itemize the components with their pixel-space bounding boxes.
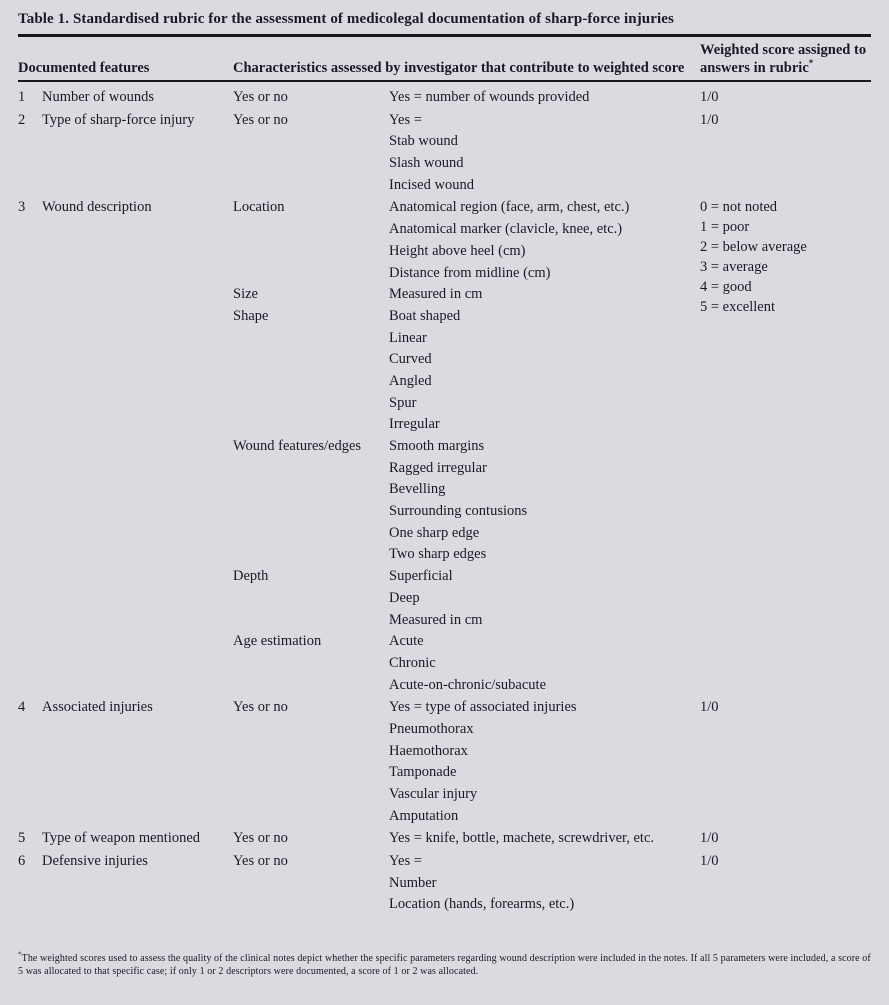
documented-feature-label: Defensive injuries: [42, 853, 148, 870]
characteristic-category-label: Wound features/edges: [233, 438, 362, 454]
characteristic-category: [233, 631, 389, 696]
weighted-score-cell: [700, 697, 871, 827]
documented-feature-label: Wound description: [42, 199, 152, 216]
table-row: [18, 828, 871, 850]
characteristic-group: [233, 110, 700, 197]
weighted-score-cell: [700, 110, 871, 197]
characteristic-details: [389, 110, 700, 197]
table-body: [18, 82, 871, 916]
row-number-cell: [18, 87, 42, 109]
row-number: 2: [18, 111, 26, 128]
characteristic-detail: Slash wound: [389, 155, 464, 172]
row-number-cell: [18, 828, 42, 850]
weighted-score-cell: [700, 197, 871, 696]
characteristic-detail: Stab wound: [389, 133, 458, 150]
header-weighted-score: [700, 41, 871, 77]
characteristic-category: [233, 197, 389, 284]
characteristic-detail: Deep: [389, 589, 420, 606]
table-row: [18, 87, 871, 109]
characteristic-detail: Acute-on-chronic/subacute: [389, 676, 547, 693]
characteristic-detail: Location (hands, forearms, etc.): [389, 896, 575, 913]
characteristic-group: [233, 697, 700, 827]
documented-feature-cell: [42, 87, 233, 109]
characteristic-detail: Number: [389, 874, 437, 891]
weighted-score-value: 1/0: [700, 111, 719, 128]
characteristic-detail: Haemothorax: [389, 742, 468, 759]
header-weighted-score-line2-text: answers in rubric: [700, 60, 809, 76]
characteristic-detail: Bevelling: [389, 481, 446, 498]
characteristic-category-label: Yes or no: [233, 830, 288, 847]
row-number-cell: [18, 851, 42, 916]
characteristic-category-label: Yes or no: [233, 89, 288, 105]
characteristics-cell: [233, 697, 700, 827]
table-header: [18, 37, 871, 80]
characteristic-category: [233, 436, 389, 566]
characteristics-cell: [233, 110, 700, 197]
characteristic-group: [233, 851, 700, 916]
characteristic-details: [389, 697, 700, 827]
documented-feature-label: Type of weapon mentioned: [42, 830, 201, 847]
characteristic-detail: Height above heel (cm): [389, 242, 526, 259]
characteristic-group: [233, 631, 700, 696]
characteristic-detail: Vascular injury: [389, 786, 478, 802]
documented-feature-cell: [42, 697, 233, 827]
footnote-marker: *: [18, 950, 22, 959]
row-number: 6: [18, 853, 26, 870]
characteristic-detail: Amputation: [389, 807, 459, 824]
characteristic-category-label: Age estimation: [233, 633, 322, 650]
table-row: [18, 197, 871, 696]
weighted-score-value: 1/0: [700, 830, 719, 847]
characteristic-details: [389, 851, 700, 916]
characteristic-detail: Angled: [389, 372, 432, 389]
characteristic-group: [233, 284, 700, 306]
characteristic-detail: Irregular: [389, 416, 440, 433]
documented-feature-cell: [42, 197, 233, 696]
characteristic-detail: Surrounding contusions: [389, 503, 528, 520]
row-number: 4: [18, 699, 26, 716]
weighted-score-value: 0 = not noted: [700, 199, 778, 216]
weighted-score-value: 1/0: [700, 853, 719, 870]
characteristic-category-label: Depth: [233, 568, 269, 585]
documented-feature-cell: [42, 851, 233, 916]
documented-feature-label: Number of wounds: [42, 89, 154, 105]
characteristic-details: [389, 436, 700, 566]
characteristic-group: [233, 87, 700, 109]
row-number-cell: [18, 697, 42, 827]
characteristic-details: [389, 566, 700, 631]
characteristic-category: [233, 87, 389, 109]
characteristic-category-label: Shape: [233, 307, 269, 324]
documented-feature-cell: [42, 110, 233, 197]
table-row: [18, 851, 871, 916]
characteristic-category-label: Size: [233, 286, 258, 303]
characteristic-detail: Anatomical marker (clavicle, knee, etc.): [389, 221, 623, 238]
characteristic-group: [233, 197, 700, 284]
characteristic-category: [233, 284, 389, 306]
weighted-score-value: 2 = below average: [700, 239, 807, 256]
header-characteristics-label: Characteristics assessed by investigator that contribute to weighted score: [233, 60, 685, 76]
characteristic-category: [233, 306, 389, 436]
documented-feature-cell: [42, 828, 233, 850]
characteristic-detail: Smooth margins: [389, 438, 485, 454]
weighted-score-value: 5 = excellent: [700, 299, 776, 316]
weighted-score-cell: [700, 828, 871, 850]
characteristic-group: [233, 828, 700, 850]
characteristics-cell: [233, 87, 700, 109]
characteristic-detail: Tamponade: [389, 764, 457, 781]
characteristic-detail: Ragged irregular: [389, 459, 487, 476]
table-footnote: [18, 950, 871, 978]
characteristic-detail: Yes = number of wounds provided: [389, 89, 590, 105]
characteristic-category-label: Yes or no: [233, 699, 288, 716]
documented-feature-label: Type of sharp-force injury: [42, 111, 195, 128]
characteristic-detail: Yes = knife, bottle, machete, screwdriver, etc.: [389, 830, 655, 847]
characteristic-group: [233, 306, 700, 436]
characteristic-detail: Yes =: [389, 111, 422, 128]
characteristic-detail: Acute: [389, 633, 424, 650]
characteristic-detail: Measured in cm: [389, 611, 483, 628]
characteristic-detail: Chronic: [389, 654, 436, 671]
characteristic-detail: Anatomical region (face, arm, chest, etc.): [389, 199, 630, 216]
footnote-marker-sup: *: [808, 58, 814, 69]
header-weighted-score-line2: [700, 59, 871, 77]
table-title: Table 1. Standardised rubric for the assessment of medicolegal documentation of sharp-force injuries: [18, 11, 674, 27]
characteristic-detail: One sharp edge: [389, 524, 480, 541]
characteristic-category-label: Yes or no: [233, 853, 288, 870]
characteristic-details: [389, 306, 700, 436]
characteristic-details: [389, 87, 700, 109]
characteristic-category: [233, 110, 389, 197]
characteristic-detail: Two sharp edges: [389, 546, 487, 563]
characteristic-detail: Linear: [389, 329, 427, 346]
characteristic-details: [389, 631, 700, 696]
characteristic-category-label: Yes or no: [233, 111, 288, 128]
row-number-cell: [18, 197, 42, 696]
row-number: 3: [18, 199, 26, 216]
footnote-text: The weighted scores used to assess the quality of the clinical notes depict whether the specific parameters regarding wound description were included in the notes. If all 5 parameters were included, a score of 5 was allocated to that specific case; if only 1 or 2 descriptors were documented, a score of 1 or 2 was allocated.: [18, 953, 871, 977]
weighted-score-value: 3 = average: [700, 259, 768, 276]
characteristic-detail: Curved: [389, 351, 432, 368]
row-number: 1: [18, 89, 26, 105]
characteristics-cell: [233, 197, 700, 696]
characteristics-cell: [233, 828, 700, 850]
weighted-score-cell: [700, 87, 871, 109]
characteristic-category: [233, 697, 389, 827]
characteristic-detail: Distance from midline (cm): [389, 264, 551, 281]
characteristic-details: [389, 197, 700, 284]
table-row: [18, 110, 871, 197]
weighted-score-value: 1 = poor: [700, 219, 750, 236]
characteristic-category: [233, 566, 389, 631]
weighted-score-value: 1/0: [700, 699, 719, 716]
characteristic-group: [233, 436, 700, 566]
characteristic-detail: Yes =: [389, 853, 422, 870]
weighted-score-value: 4 = good: [700, 279, 752, 296]
characteristic-detail: Superficial: [389, 568, 453, 585]
characteristic-category: [233, 828, 389, 850]
characteristic-detail: Spur: [389, 394, 417, 411]
characteristic-category-label: Location: [233, 199, 285, 216]
characteristic-group: [233, 566, 700, 631]
row-number: 5: [18, 830, 26, 847]
header-weighted-score-line1: Weighted score assigned to: [700, 42, 867, 58]
documented-feature-label: Associated injuries: [42, 699, 153, 716]
header-characteristics: [233, 59, 700, 77]
table-row: [18, 697, 871, 827]
characteristics-cell: [233, 851, 700, 916]
characteristic-details: [389, 828, 700, 850]
characteristic-category: [233, 851, 389, 916]
header-documented-features: [18, 59, 233, 77]
characteristic-detail: Yes = type of associated injuries: [389, 699, 577, 716]
characteristic-detail: Incised wound: [389, 176, 474, 193]
row-number-cell: [18, 110, 42, 197]
characteristic-detail: Boat shaped: [389, 307, 461, 324]
header-documented-features-label: Documented features: [18, 60, 150, 76]
characteristic-detail: Measured in cm: [389, 286, 483, 303]
characteristic-detail: Pneumothorax: [389, 720, 474, 737]
weighted-score-cell: [700, 851, 871, 916]
weighted-score-value: 1/0: [700, 89, 719, 105]
characteristic-details: [389, 284, 700, 306]
